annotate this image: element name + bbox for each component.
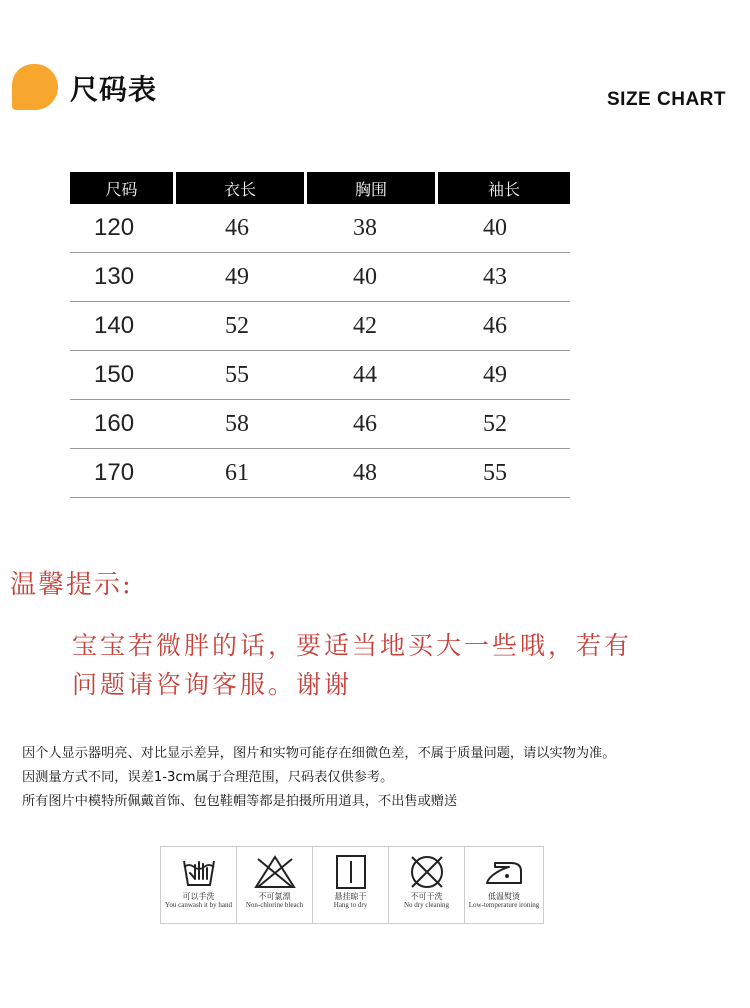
- cell-size: 140: [94, 312, 135, 339]
- table-row: [70, 204, 570, 253]
- care-label-en: You canwash it by hand: [165, 900, 232, 909]
- header-chest: 胸围: [307, 172, 435, 204]
- table-row: [70, 449, 570, 498]
- care-label-cn: 可以手洗: [182, 892, 215, 901]
- table-row: [70, 253, 570, 302]
- cell-sleeve: 49: [483, 361, 507, 388]
- cell-sleeve: 40: [483, 214, 507, 241]
- hang-dry-icon: [328, 853, 374, 891]
- size-table-header: [70, 172, 570, 204]
- cell-chest: 38: [353, 214, 377, 241]
- orange-blob-icon: [12, 64, 58, 110]
- table-row: [70, 351, 570, 400]
- tip-line: 宝宝若微胖的话，要适当地买大一些哦，若有: [72, 631, 633, 660]
- cell-sleeve: 55: [483, 459, 507, 486]
- cell-chest: 46: [353, 410, 377, 437]
- cell-chest: 48: [353, 459, 377, 486]
- cell-size: 160: [94, 410, 135, 437]
- cell-length: 46: [225, 214, 249, 241]
- cell-sleeve: 46: [483, 312, 507, 339]
- care-item-no-dry-clean: [389, 847, 465, 923]
- cell-length: 61: [225, 459, 249, 486]
- note-line: 因测量方式不同，误差1-3cm属于合理范围，尺码表仅供参考。: [22, 770, 394, 785]
- care-label-cn: 不可氯漂: [258, 892, 291, 901]
- header-length: 衣长: [176, 172, 304, 204]
- cell-length: 49: [225, 263, 249, 290]
- cell-length: 58: [225, 410, 249, 437]
- tip-title: 温馨提示:: [10, 570, 133, 600]
- cell-sleeve: 52: [483, 410, 507, 437]
- care-label-cn: 悬挂晾干: [334, 892, 367, 901]
- hand-wash-icon: [176, 853, 222, 891]
- note-line: 所有图片中模特所佩戴首饰、包包鞋帽等都是拍摄所用道具，不出售或赠送: [22, 794, 458, 809]
- care-item-low-iron: [465, 847, 543, 923]
- care-label-en: Non-chlorine bleach: [245, 900, 304, 909]
- page-title-en: SIZE CHART: [607, 89, 726, 110]
- disclaimer-notes: [22, 742, 746, 814]
- care-label-cn: 低温熨烫: [488, 892, 520, 901]
- cell-size: 120: [94, 214, 135, 241]
- no-dry-clean-icon: [404, 853, 450, 891]
- cell-length: 55: [225, 361, 249, 388]
- tip-line: 问题请咨询客服。谢谢: [72, 670, 353, 699]
- care-label-en: Hang to dry: [333, 900, 368, 909]
- care-item-hang-dry: [313, 847, 389, 923]
- header-sleeve: 袖长: [438, 172, 570, 204]
- care-item-hand-wash: [161, 847, 237, 923]
- table-row: [70, 400, 570, 449]
- page-title: 尺码表: [70, 73, 158, 106]
- care-label-en: No dry cleaning: [403, 900, 450, 909]
- low-iron-icon: [481, 853, 527, 891]
- header-size: 尺码: [70, 172, 173, 204]
- care-label-cn: 不可干洗: [410, 892, 443, 901]
- cell-length: 52: [225, 312, 249, 339]
- care-item-no-bleach: [237, 847, 313, 923]
- size-table: [70, 172, 570, 498]
- care-instructions: [160, 846, 544, 924]
- cell-size: 150: [94, 361, 135, 388]
- cell-size: 130: [94, 263, 135, 290]
- no-bleach-icon: [252, 853, 298, 891]
- note-line: 因个人显示器明亮、对比显示差异，图片和实物可能存在细微色差，不属于质量问题，请以实物为准。: [22, 746, 616, 761]
- cell-size: 170: [94, 459, 135, 486]
- care-label-en: Low-temperature ironing: [468, 900, 540, 909]
- cell-sleeve: 43: [483, 263, 507, 290]
- cell-chest: 42: [353, 312, 377, 339]
- cell-chest: 44: [353, 361, 377, 388]
- tip-body: [72, 626, 652, 704]
- cell-chest: 40: [353, 263, 377, 290]
- table-row: [70, 302, 570, 351]
